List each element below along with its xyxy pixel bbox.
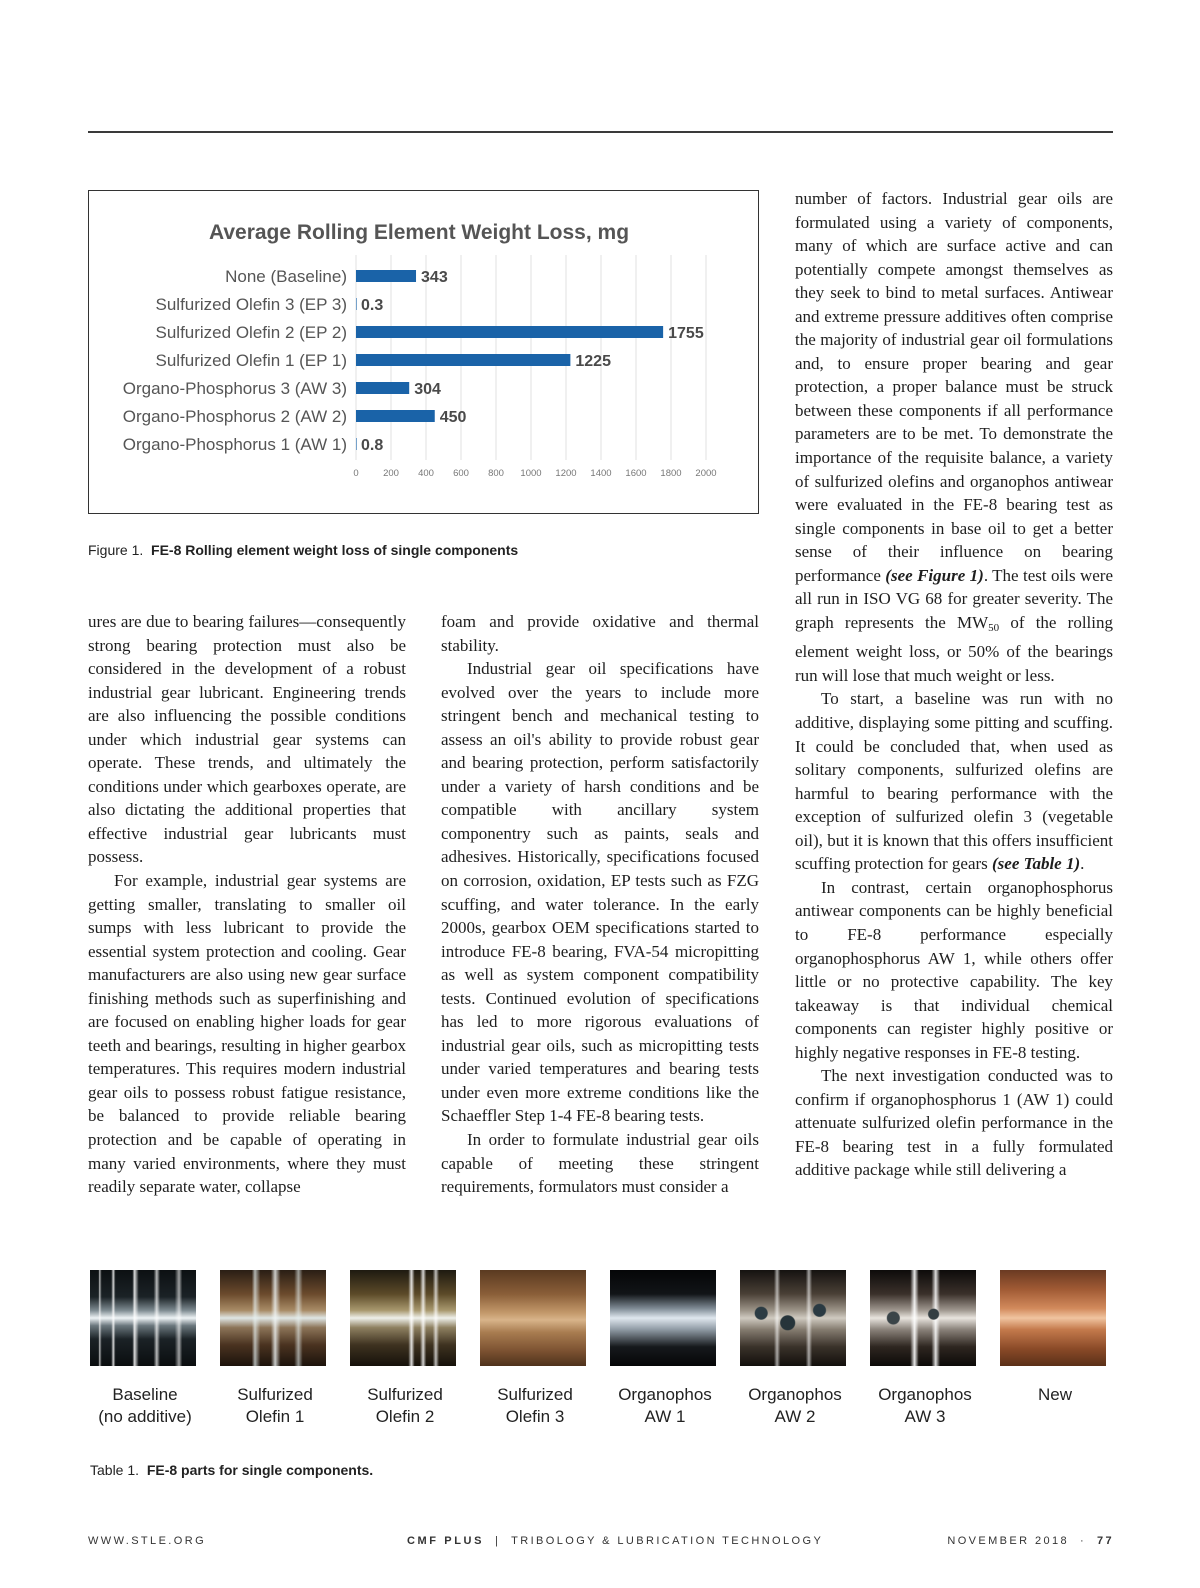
part-organophos-aw1 xyxy=(610,1270,720,1428)
col3-paragraph-3: In contrast, certain organophosphorus antiwear components can be highly beneficial to FE-8 performance especially organophosphorus AW 1, while others offer little or no protective capability. The key takeaway is that individual chemical components can register highly positive or highly negative responses in FE-8 testing. xyxy=(795,877,1113,1062)
data-label: 450 xyxy=(439,409,467,426)
figure-1-reference: (see Figure 1) xyxy=(885,565,984,585)
col3-paragraph-4: The next investigation conducted was to confirm if organophosphorus 1 (AW 1) could attenuate sulfurized olefin performance in the FE-8 bearing test in a fully formulated additive package while still delivering a xyxy=(795,1066,1113,1180)
footer-date: NOVEMBER 2018 xyxy=(947,1535,1070,1547)
col1-paragraph-2: For example, industrial gear systems are getting smaller, translating to smaller oil sumps with less lubricant to provide the essential system protection and cooling. Gear manufacturers are also using new gear surface finishing methods such as superfinishing and are focused on enabling higher loads for gear teeth and bearings, resulting in higher gearbox temperatures. This requires modern industrial gear oils to possess robust fatigue resistance, be balanced to provide reliable bearing protection and be capable of operating in many varied environments, where they must readily separate water, collapse xyxy=(88,871,406,1197)
col2-paragraph-3: In order to formulate industrial gear oils capable of meeting these stringent requirements, formulators must consider a xyxy=(441,1130,759,1197)
header-rule xyxy=(88,131,1113,133)
bar xyxy=(356,354,570,366)
x-tick-label: 400 xyxy=(418,468,434,479)
category-label: Organo-Phosphorus 1 (AW 1) xyxy=(122,435,347,454)
data-label: 1225 xyxy=(575,353,611,370)
col3-paragraph-2 xyxy=(795,687,1113,875)
x-tick-label: 600 xyxy=(453,468,469,479)
figure-caption-text: FE-8 Rolling element weight loss of single components xyxy=(151,542,519,558)
x-tick-label: 1800 xyxy=(660,468,682,479)
bar xyxy=(356,326,663,338)
bar xyxy=(356,410,435,422)
part-label: Organophos AW 1 xyxy=(618,1385,712,1426)
footer-publication-name: TRIBOLOGY & LUBRICATION TECHNOLOGY xyxy=(511,1535,824,1547)
figure-1-chart xyxy=(88,190,759,514)
part-baseline xyxy=(90,1270,200,1428)
table-caption-text: FE-8 parts for single components. xyxy=(146,1462,374,1478)
part-new xyxy=(1000,1270,1110,1406)
column-3 xyxy=(795,187,1113,1182)
chart-title: Average Rolling Element Weight Loss, mg xyxy=(208,221,630,244)
col3-p2-text-b: . xyxy=(1080,854,1085,874)
category-label: Sulfurized Olefin 1 (EP 1) xyxy=(155,351,347,370)
footer-publication xyxy=(407,1535,823,1547)
bar-chart-svg xyxy=(89,191,757,512)
part-label: Organophos AW 2 xyxy=(748,1385,842,1426)
figure-caption-prefix: Figure 1. xyxy=(88,542,144,558)
bar xyxy=(356,298,357,310)
bar xyxy=(356,438,357,450)
part-organophos-aw2 xyxy=(740,1270,850,1428)
col2-paragraph-2: Industrial gear oil specifications have evolved over the years to include more stringent bench and mechanical testing to assess an oil's ability to provide robust gear and bearing protection, perform satisfactorily under a variety of harsh conditions and be compatible with ancillary system componentry such as paints, seals and adhesives. Historically, specifications focused on corrosion, oxidation, EP tests such as FZG scuffing, and water tolerance. In the early 2000s, gearbox OEM specifications started to introduce FE-8 bearing, FVA-54 micropitting as well as system component compatibility tests. Continued evolution of specifications has led to more rigorous evaluations of industrial gear oils, such as micropitting tests under varied temperatures and bearing tests under even more extreme conditions like the Schaeffler Step 1-4 FE-8 bearing tests. xyxy=(441,659,759,1126)
part-label: Sulfurized Olefin 2 xyxy=(367,1385,443,1426)
part-sulfurized-olefin-3 xyxy=(480,1270,590,1428)
footer-page-number: 77 xyxy=(1096,1535,1114,1547)
data-label: 0.3 xyxy=(361,297,384,314)
col3-p2-text-a: To start, a baseline was run with no additive, displaying some pitting and scuffing. It could be concluded that, when used as solitary components, sulfurized olefins are harmful to bearing performance with the exception of sulfurized olefin 3 (vegetable oil), but it is known that this offers insufficient scuffing protection for gears xyxy=(795,689,1113,874)
x-tick-label: 800 xyxy=(488,468,504,479)
figure-caption xyxy=(88,542,518,558)
x-tick-label: 1000 xyxy=(520,468,542,479)
x-tick-label: 200 xyxy=(383,468,399,479)
col3-paragraph-1 xyxy=(795,187,1113,687)
x-tick-label: 1200 xyxy=(555,468,577,479)
bar xyxy=(356,270,416,282)
col1-paragraph-1: ures are due to bearing failures—consequently strong bearing protection must also be considered in the development of a robust industrial gear lubricant. Engineering trends are also influencing the possible conditions under which industrial gear systems can operate. These trends, and ultimately the conditions under which gearboxes operate, are also dictating the additional properties that effective industrial gear lubricants must possess. xyxy=(88,612,406,867)
col3-p1-text-b: . The test oils were all run in ISO VG 68 for greater severity. The graph represents the MW xyxy=(795,565,1113,632)
x-tick-label: 1400 xyxy=(590,468,612,479)
part-sulfurized-olefin-2 xyxy=(350,1270,460,1428)
footer-brand: CMF PLUS xyxy=(407,1535,485,1547)
category-label: Organo-Phosphorus 2 (AW 2) xyxy=(122,407,347,426)
bearing-photo-new xyxy=(1000,1270,1106,1366)
footer-separator: | xyxy=(494,1535,501,1547)
part-label: New xyxy=(1037,1385,1072,1404)
part-label: Baseline (no additive) xyxy=(98,1385,192,1426)
part-sulfurized-olefin-1 xyxy=(220,1270,330,1428)
table-caption xyxy=(90,1462,373,1478)
bearing-photo-organophos-aw3 xyxy=(870,1270,976,1366)
part-label: Organophos AW 3 xyxy=(878,1385,972,1426)
column-2 xyxy=(441,610,759,1199)
table-1-reference: (see Table 1) xyxy=(992,854,1081,874)
footer-website: WWW.STLE.ORG xyxy=(88,1535,207,1547)
col3-p1-text-a: number of factors. Industrial gear oils are formulated using a variety of components, many of which are surface active and can potentially compete amongst themselves as they seek to bind to metal surfaces. Antiwear and extreme pressure additives often comprise the majority of industrial gear oil formulations and, to ensure proper bearing and gear protection, a proper balance must be struck between these components if all performance parameters are to be met. To demonstrate the importance of the requisite balance, a variety of sulfurized olefins and organophos antiwear were evaluated in the FE-8 bearing test as single components in base oil to get a better sense of their influence on bearing performance xyxy=(795,189,1113,585)
footer-dot: · xyxy=(1079,1535,1087,1547)
category-label: Sulfurized Olefin 2 (EP 2) xyxy=(155,323,347,342)
data-label: 1755 xyxy=(668,325,704,342)
footer-date-page xyxy=(947,1535,1114,1547)
bearing-photo-baseline xyxy=(90,1270,196,1366)
column-1 xyxy=(88,610,406,1199)
part-organophos-aw3 xyxy=(870,1270,980,1428)
x-tick-label: 0 xyxy=(353,468,359,479)
mw-subscript: 50 xyxy=(988,621,1000,634)
data-label: 304 xyxy=(414,381,441,398)
part-label: Sulfurized Olefin 1 xyxy=(237,1385,313,1426)
bearing-photo-sulfurized-olefin-1 xyxy=(220,1270,326,1366)
bearing-photo-organophos-aw2 xyxy=(740,1270,846,1366)
category-label: Organo-Phosphorus 3 (AW 3) xyxy=(122,379,347,398)
bearing-photo-organophos-aw1 xyxy=(610,1270,716,1366)
part-label: Sulfurized Olefin 3 xyxy=(497,1385,573,1426)
col2-paragraph-1: foam and provide oxidative and thermal stability. xyxy=(441,612,759,655)
category-label: Sulfurized Olefin 3 (EP 3) xyxy=(155,295,347,314)
bearing-photo-sulfurized-olefin-2 xyxy=(350,1270,456,1366)
fe8-parts-table xyxy=(88,1270,1114,1440)
bearing-photo-sulfurized-olefin-3 xyxy=(480,1270,586,1366)
x-tick-label: 2000 xyxy=(695,468,717,479)
data-label: 0.8 xyxy=(361,437,384,454)
data-label: 343 xyxy=(421,269,448,286)
category-label: None (Baseline) xyxy=(225,267,347,286)
table-caption-prefix: Table 1. xyxy=(90,1462,140,1478)
x-tick-label: 1600 xyxy=(625,468,647,479)
bar xyxy=(356,382,409,394)
col3-p1-text-c: of the rolling element weight loss, or 50% of the bearings run will lose that much weight or less. xyxy=(795,612,1113,685)
